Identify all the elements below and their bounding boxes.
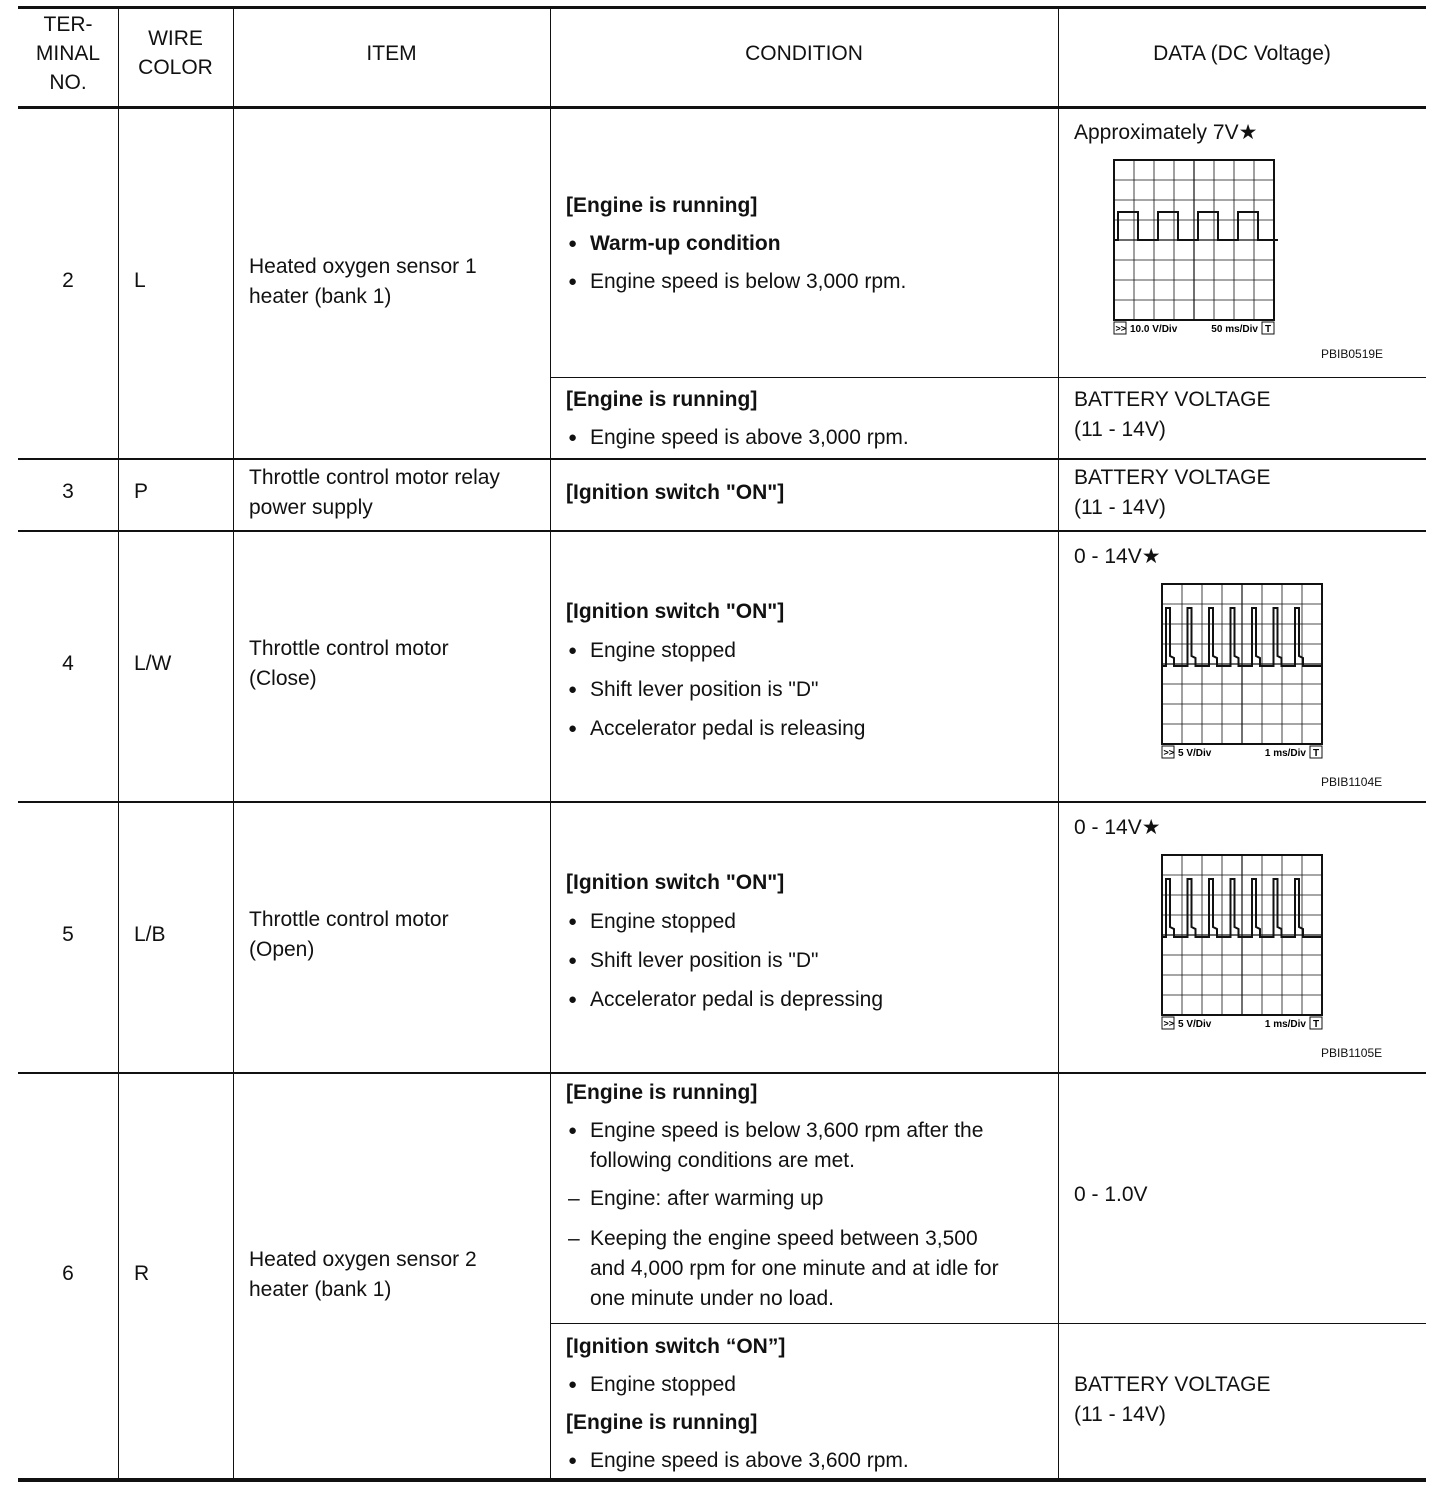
terminal-no: 3 [62,480,74,503]
condition-bullet: ● Shift lever position is "D" [590,941,883,980]
scope-scale-strip [1162,1017,1322,1030]
header-line: WIRE [148,27,203,50]
column-divider [1058,6,1059,1482]
row-divider [18,458,1426,460]
terminal-no: 5 [62,923,74,946]
condition-bullet: ● Engine stopped [590,1366,909,1404]
condition-heading: [Ignition switch "ON"] [566,871,785,894]
figure-code: PBIB0519E [1321,347,1384,361]
condition-block [566,1078,999,1314]
data-value [1074,463,1270,523]
scope-trace [1114,212,1278,240]
header-item: ITEM [366,42,417,65]
header-line: MINAL [35,42,101,65]
item-line: Throttle control motor [249,908,449,931]
oscilloscope-waveform [1158,582,1328,764]
condition-dash-item: – Keeping the engine speed between 3,500 [590,1224,999,1254]
condition-continuation: following conditions are met. [590,1149,855,1172]
scope-marker-right: T [1265,324,1272,335]
item-line: heater (bank 1) [249,1278,392,1301]
item-line: (Close) [249,667,317,690]
condition-bullet: ● Accelerator pedal is depressing [590,980,883,1019]
condition-heading: [Ignition switch “ON”] [566,1335,786,1358]
condition-heading: [Engine is running] [566,1081,758,1104]
condition-heading: [Ignition switch "ON"] [566,600,785,623]
subrow-divider [551,377,1426,378]
condition-heading: [Engine is running] [566,388,758,411]
condition-bullet: ● Warm-up condition [590,225,906,263]
wire-color: R [134,1262,150,1285]
condition-block [566,381,909,457]
scope-volts-per-div: 10.0 V/Div [1130,324,1178,335]
scope-marker-left: >> [1115,323,1127,334]
data-value: Approximately 7V★ [1074,121,1258,144]
item-line: Heated oxygen sensor 2 [249,1248,477,1271]
oscilloscope-waveform [1110,158,1280,340]
item-name [249,463,500,523]
condition-block [566,187,907,301]
item-name [249,905,449,965]
row-divider [18,801,1426,803]
item-line: Throttle control motor [249,637,449,660]
scope-volts-per-div: 5 V/Div [1178,1019,1212,1030]
column-divider [550,6,551,1482]
condition-heading: [Engine is running] [566,194,758,217]
terminal-data-table [18,6,1426,1484]
terminal-no: 6 [62,1262,74,1285]
condition-bullet: ● Engine stopped [590,631,865,670]
condition-bullet: ● Engine stopped [590,902,883,941]
condition-dash-item: – Engine: after warming up [590,1184,999,1224]
header-condition: CONDITION [745,42,863,65]
item-line: Heated oxygen sensor 1 [249,255,477,278]
condition-continuation: and 4,000 rpm for one minute and at idle for [590,1257,999,1280]
scope-marker-left: >> [1163,747,1175,758]
terminal-no: 4 [62,652,74,675]
figure-code: PBIB1105E [1321,1046,1383,1060]
data-line: (11 - 14V) [1074,418,1166,441]
data-value: 0 - 14V★ [1074,545,1161,568]
condition-continuation: one minute under no load. [590,1287,835,1310]
condition-heading: [Engine is running] [566,1411,758,1434]
column-divider [118,6,119,1482]
header-bottom-rule [18,106,1426,109]
data-line: BATTERY VOLTAGE [1074,1373,1271,1396]
header-terminal-no [18,10,118,97]
oscilloscope-waveform [1158,853,1328,1035]
condition-block [566,863,883,1019]
item-line: heater (bank 1) [249,285,392,308]
header-line: COLOR [138,56,213,79]
item-name [249,634,449,694]
wire-color: L [134,269,146,292]
header-line: TER- [43,13,93,36]
subrow-divider [551,1323,1426,1324]
scope-scale-strip [1162,746,1322,759]
data-value [1074,385,1270,445]
data-value: 0 - 14V★ [1074,816,1161,839]
terminal-no: 2 [62,269,74,292]
condition-block [566,1328,909,1480]
row-divider [18,530,1426,532]
wire-color: L/W [134,652,172,675]
header-data: DATA (DC Voltage) [1153,42,1331,65]
condition-bullet: ● Engine speed is above 3,000 rpm. [590,419,909,457]
data-value [1074,1370,1270,1430]
row-divider [18,1072,1426,1074]
scope-marker-right: T [1313,748,1320,759]
condition-bullet: ● Engine speed is below 3,600 rpm after the [590,1116,999,1146]
scope-marker-right: T [1313,1019,1320,1030]
table-top-rule [18,6,1426,9]
wire-color: P [134,480,149,503]
condition-bullet: ● Shift lever position is "D" [590,670,865,709]
data-value: 0 - 1.0V [1074,1183,1148,1206]
scope-marker-left: >> [1163,1018,1175,1029]
header-wire-color [118,24,233,82]
figure-code: PBIB1104E [1321,775,1383,789]
item-line: power supply [249,496,373,519]
data-line: (11 - 14V) [1074,1403,1166,1426]
data-line: (11 - 14V) [1074,496,1166,519]
scope-volts-per-div: 5 V/Div [1178,748,1212,759]
data-line: BATTERY VOLTAGE [1074,466,1271,489]
scope-time-per-div: 1 ms/Div [1264,1019,1306,1030]
condition-bullet: ● Engine speed is below 3,000 rpm. [590,263,906,301]
item-line: (Open) [249,938,315,961]
condition-block [566,592,866,748]
scope-time-per-div: 1 ms/Div [1264,748,1306,759]
item-name [249,1245,477,1305]
item-line: Throttle control motor relay [249,466,500,489]
scope-scale-strip [1114,322,1274,335]
header-line: NO. [49,71,87,94]
wire-color: L/B [134,923,166,946]
condition-bullet: ● Engine speed is above 3,600 rpm. [590,1442,909,1480]
item-name [249,252,477,312]
column-divider [233,6,234,1482]
condition-heading: [Ignition switch "ON"] [566,481,785,504]
scope-time-per-div: 50 ms/Div [1211,324,1258,335]
condition-bullet: ● Accelerator pedal is releasing [590,709,865,748]
data-line: BATTERY VOLTAGE [1074,388,1271,411]
